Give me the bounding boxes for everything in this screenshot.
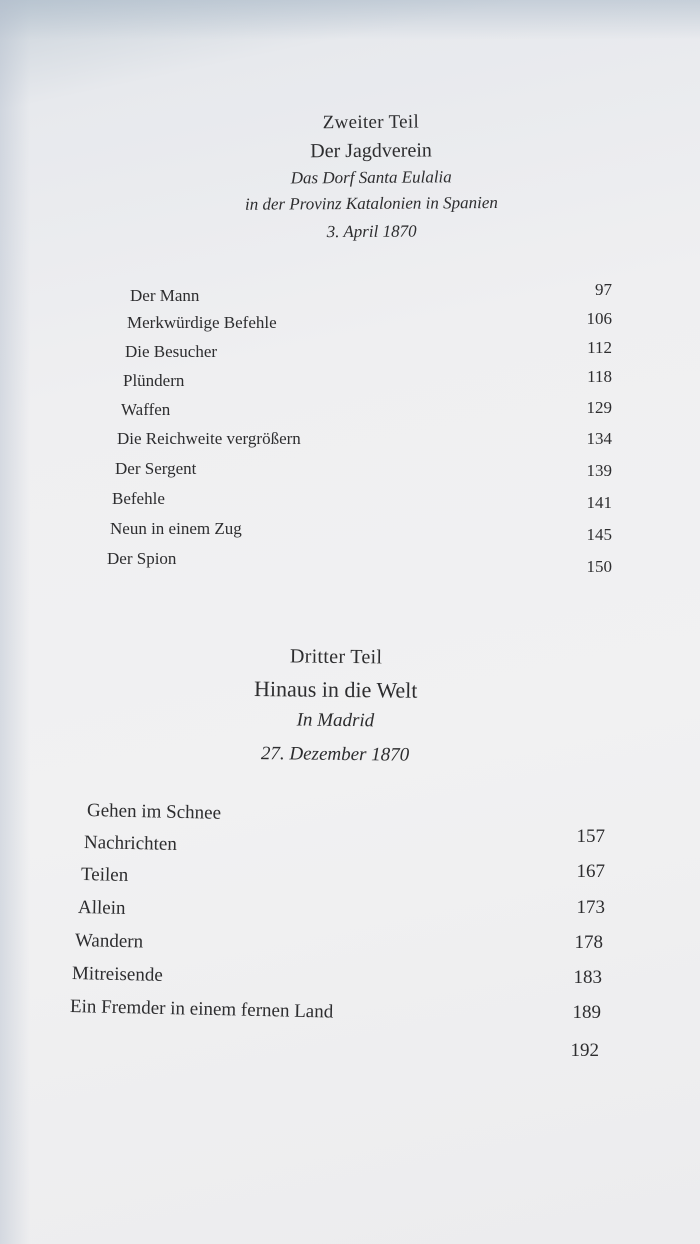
part-title: Der Jagdverein (310, 139, 432, 163)
toc-entry-title: Waffen (121, 400, 171, 419)
toc-entry-title: Allein (77, 897, 126, 919)
toc-entry-page: 118 (587, 367, 612, 386)
toc-entry-title: Wandern (74, 930, 144, 953)
toc-entry-page: 141 (586, 493, 612, 512)
toc-entry-title: Gehen im Schnee (86, 800, 222, 824)
toc-entry-title: Ein Fremder in einem fernen Land (69, 996, 334, 1023)
part-label: Dritter Teil (289, 645, 383, 669)
toc-entry-page: 183 (573, 967, 602, 988)
toc-entry-title: Plündern (123, 371, 185, 390)
toc-entry-title: Die Besucher (125, 342, 218, 361)
toc-entry-title: Mitreisende (71, 963, 163, 986)
toc-entry-page: 139 (586, 461, 612, 480)
toc-entry-title: Der Spion (107, 549, 177, 568)
toc-entry-page: 189 (572, 1002, 601, 1023)
toc-entry-page: 167 (576, 861, 605, 882)
part-place-line: In Madrid (296, 709, 375, 732)
toc-entry-page: 129 (586, 398, 612, 417)
toc-entry-title: Befehle (112, 489, 165, 508)
toc-entry-title: Die Reichweite vergrößern (117, 429, 301, 448)
toc-entry-page: 192 (570, 1040, 599, 1061)
toc-entry-page: 112 (587, 338, 612, 357)
toc-entry-page: 178 (574, 932, 603, 953)
toc-entry-title: Teilen (80, 864, 129, 886)
toc-entry-page: 150 (586, 557, 612, 576)
part-title: Hinaus in die Welt (253, 676, 418, 703)
part-place-line: in der Provinz Katalonien in Spanien (244, 192, 498, 214)
toc-entry-title: Neun in einem Zug (110, 519, 242, 538)
toc-entry-page: 157 (576, 826, 605, 847)
part-label: Zweiter Teil (322, 111, 420, 134)
toc-entry-page: 97 (595, 280, 612, 299)
part-date: 27. Dezember 1870 (260, 743, 410, 766)
part-date: 3. April 1870 (326, 221, 417, 242)
toc-entry-title: Der Sergent (115, 459, 197, 478)
toc-entry-page: 173 (576, 897, 605, 918)
toc-entry-title: Merkwürdige Befehle (127, 313, 277, 332)
toc-entry-title: Der Mann (130, 286, 200, 305)
toc-entry-title: Nachrichten (83, 832, 178, 855)
toc-entry-page: 145 (586, 525, 612, 544)
toc-entry-page: 106 (586, 309, 612, 328)
part-place-line: Das Dorf Santa Eulalia (290, 167, 452, 188)
toc-entry-page: 134 (586, 429, 612, 448)
